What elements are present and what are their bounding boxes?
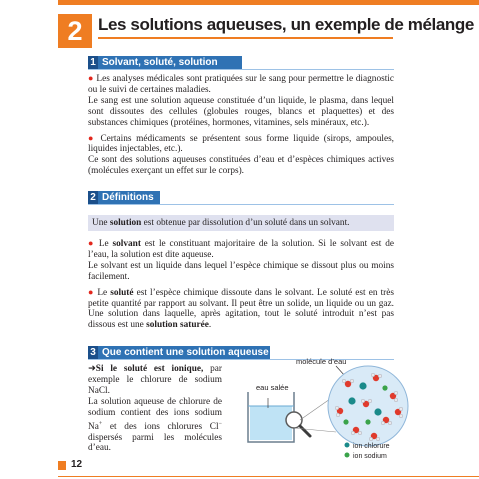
section-2-title: Définitions	[102, 192, 154, 203]
bullet-icon: ●	[88, 73, 94, 83]
paragraph	[88, 287, 394, 332]
text: Certains médicaments se présentent sous forme liquide (sirops, ampoules, liquides injectables, etc.).	[88, 133, 395, 155]
paragraph: Le solvant est un liquide dans lequel l’espèce chimique se dissout plus ou moins facilement.	[88, 260, 394, 282]
definition-box	[88, 215, 394, 231]
paragraph	[88, 133, 394, 156]
text: par exemple le chlorure de sodium NaCl.	[88, 364, 222, 396]
bullet-icon: ●	[88, 132, 96, 143]
bottom-rule	[58, 476, 479, 477]
term-solution-saturee: solution saturée	[146, 320, 209, 331]
paragraph	[88, 238, 394, 261]
lead-bold: Si le soluté est ionique,	[95, 364, 204, 374]
superscript: −	[218, 420, 222, 427]
section-1-number: 1	[88, 56, 98, 70]
chapter-title-underline	[98, 37, 393, 39]
text: Le	[98, 239, 113, 249]
legend-ion-chlorure: ion chlorure	[353, 443, 390, 450]
ion-chlorure-swatch	[345, 443, 350, 448]
zoom-molecules-icon	[328, 366, 408, 446]
section-1-body	[88, 73, 394, 177]
bullet-icon: ●	[88, 238, 95, 248]
text: Le	[97, 287, 111, 298]
section-3-title: Que contient une solution aqueuse ?	[102, 347, 278, 358]
section-3-number: 3	[88, 346, 98, 360]
label-molecule-eau: molécule d’eau	[296, 357, 347, 366]
section-2-rule	[88, 204, 394, 205]
paragraph	[88, 73, 394, 96]
term-solution: solution	[109, 218, 142, 228]
page-marker	[58, 461, 66, 470]
text: est le constituant majoritaire de la solution. Si le solvant est de l’eau, la solution est dite aqueuse.	[88, 239, 394, 260]
figure-legend	[345, 443, 390, 461]
salt-water-figure	[228, 356, 418, 460]
text: Une	[92, 218, 110, 228]
label-eau-salee: eau salée	[256, 383, 289, 392]
section-3-text	[88, 364, 222, 454]
section-2-number: 2	[88, 191, 98, 205]
bullet-icon: ●	[88, 286, 95, 297]
text: Les analyses médicales sont pratiquées sur le sang pour permettre le diagnostic ou le suivi de certaines maladies.	[88, 74, 395, 95]
text: est obtenue par dissolution d’un soluté dans un solvant.	[141, 218, 350, 228]
chapter-title: Les solutions aqueuses, un exemple de mélange	[98, 15, 474, 34]
text: est l’espèce chimique dissoute dans le solvant. Le soluté est en très petite quantité par rapport au solvant. Il peut être un solide, un liquide ou un gaz. Une solution dans laquelle, après agitation, tout le soluté introduit n’est pas dissous est une	[88, 287, 394, 331]
paragraph: Ce sont des solutions aqueuses constituées d’eau et d’espèces chimiques actives (molécules exerçant un effet sur le corps).	[88, 155, 394, 177]
section-1-rule	[88, 69, 394, 70]
superscript: +	[98, 420, 103, 427]
text: et des ions chlorures Cl	[102, 421, 219, 432]
section-1-heading	[88, 56, 242, 70]
top-accent-bar	[58, 0, 479, 5]
text: dispersés parmi les molécules d’eau.	[88, 432, 222, 454]
legend-ion-sodium: ion sodium	[353, 453, 387, 460]
text: La solution aqueuse de chlorure de sodium contient des ions sodium Na	[88, 396, 222, 432]
section-2-heading	[88, 191, 160, 205]
section-2-body	[88, 238, 394, 331]
chapter-number: 2	[58, 14, 92, 48]
paragraph	[88, 397, 222, 455]
text: .	[208, 320, 212, 331]
term-solvant: solvant	[112, 239, 141, 249]
paragraph: Le sang est une solution aqueuse constituée d’un liquide, le plasma, dans lequel sont dissoutes des cellules (globules rouges, blancs et plaquettes) et des substances chimiques (protéines, hormones, vitamines, sels minéraux, etc.).	[88, 95, 394, 128]
page-number: 12	[71, 459, 83, 470]
ion-sodium-swatch	[345, 453, 350, 458]
term-solute: soluté	[110, 287, 134, 298]
arrow-icon: ➜	[88, 364, 96, 374]
section-1-title: Solvant, soluté, solution	[102, 57, 218, 68]
paragraph	[88, 364, 222, 397]
